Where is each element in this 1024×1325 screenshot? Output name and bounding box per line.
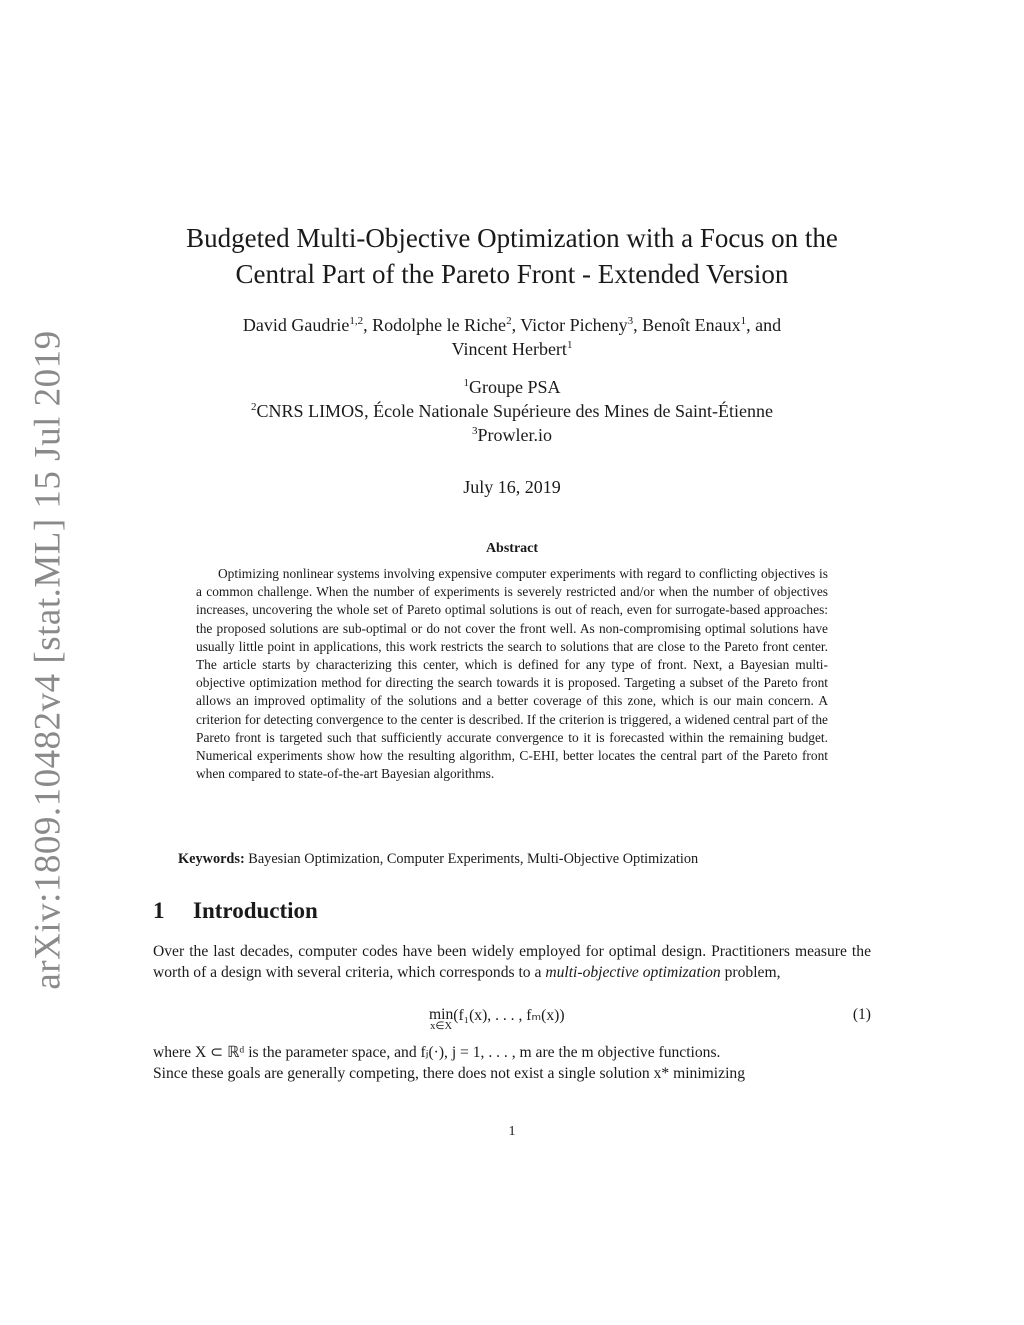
paragraph-line: Since these goals are generally competing, there does not exist a single solution x* minimizing [153, 1065, 745, 1082]
affiliation-name: CNRS LIMOS, École Nationale Supérieure des Mines de Saint-Étienne [256, 401, 773, 421]
affiliation-name: Groupe PSA [468, 377, 561, 397]
equation-body: (f₁(x), . . . , fₘ(x)) [453, 1007, 565, 1024]
min-text: min [429, 1006, 454, 1023]
author-name: , Rodolphe le Riche [363, 315, 507, 335]
author-name: , Victor Picheny [511, 315, 628, 335]
equation-expression [429, 1006, 565, 1032]
author-affiliation-marker: 2 [506, 315, 512, 327]
affiliation-item [153, 375, 871, 399]
title-line-2: Central Part of the Pareto Front - Extended Version [235, 259, 789, 289]
keywords-line [178, 851, 878, 868]
affiliation-list [153, 375, 871, 447]
min-subscript: x∈X [430, 1021, 453, 1032]
publication-date: July 16, 2019 [463, 477, 561, 497]
section-number: 1 [153, 898, 165, 923]
abstract-body: Optimizing nonlinear systems involving expensive computer experiments with regard to conflicting objectives is a common challenge. When the number of experiments is severely restricted and/or when the number of objectives increases, uncovering the whole set of Pareto optimal solutions is out of reach, even for surrogate-based approaches: the proposed solutions are sub-optimal or do not cover the front well. As non-compromising optimal solutions have usually little point in applications, this work restricts the search to solutions that are close to the Pareto front center. The article starts by characterizing this center, which is defined for any type of front. Next, a Bayesian multi-objective optimization method for directing the search towards it is proposed. Targeting a subset of the Pareto front allows an improved optimality of the solutions and a better coverage of this zone, which is our main concern. A criterion for detecting convergence to the center is described. If the criterion is triggered, a widened central part of the Pareto front is targeted such that sufficiently accurate convergence to it is forecasted within the remaining budget. Numerical experiments show how the resulting algorithm, C-EHI, better locates the central part of the Pareto front when compared to state-of-the-art Bayesian algorithms. [196, 566, 828, 782]
affiliation-marker: 2 [251, 401, 257, 413]
author-affiliation-marker: 1 [566, 339, 573, 351]
affiliation-item [153, 399, 871, 423]
affiliation-marker: 1 [463, 377, 469, 389]
paragraph-emphasis: multi-objective optimization [545, 964, 721, 981]
paragraph-text: problem, [720, 964, 781, 981]
intro-paragraph [153, 941, 871, 983]
title-line-1: Budgeted Multi-Objective Optimization with a Focus on the [186, 223, 838, 253]
intro-paragraph-continued [153, 1042, 871, 1084]
author-conjunction: , and [746, 315, 782, 335]
section-heading [153, 898, 318, 924]
equation-number: (1) [852, 1006, 871, 1023]
author-name: Vincent Herbert [451, 339, 567, 359]
author-line-1 [153, 313, 871, 337]
equation-1 [153, 1002, 871, 1042]
arxiv-identifier-stamp: arXiv:1809.10482v4 [stat.ML] 15 Jul 2019 [27, 330, 69, 990]
section-title: Introduction [193, 898, 318, 923]
affiliation-item [153, 423, 871, 447]
author-name: , Benoît Enaux [633, 315, 741, 335]
abstract-heading: Abstract [485, 541, 539, 556]
author-affiliation-marker: 1,2 [349, 315, 364, 327]
paper-title [153, 220, 871, 292]
equation-min-operator [429, 1006, 453, 1032]
keywords-text: Bayesian Optimization, Computer Experiments, Multi-Objective Optimization [248, 851, 699, 867]
author-line-2 [153, 337, 871, 361]
author-list [153, 313, 871, 361]
affiliation-marker: 3 [472, 425, 478, 437]
page-number: 1 [508, 1124, 516, 1139]
author-affiliation-marker: 1 [740, 315, 747, 327]
keywords-label: Keywords: [178, 851, 245, 867]
paragraph-line: where X ⊂ ℝᵈ is the parameter space, and fⱼ(·), j = 1, . . . , m are the m objective functions. [153, 1044, 721, 1061]
paragraph-text: Over the last decades, computer codes have been widely employed for optimal design. Practitioners measure the worth of a design with several criteria, which corresponds to a [153, 943, 871, 981]
author-name: David Gaudrie [242, 315, 350, 335]
affiliation-name: Prowler.io [477, 425, 552, 445]
author-affiliation-marker: 3 [627, 315, 634, 327]
